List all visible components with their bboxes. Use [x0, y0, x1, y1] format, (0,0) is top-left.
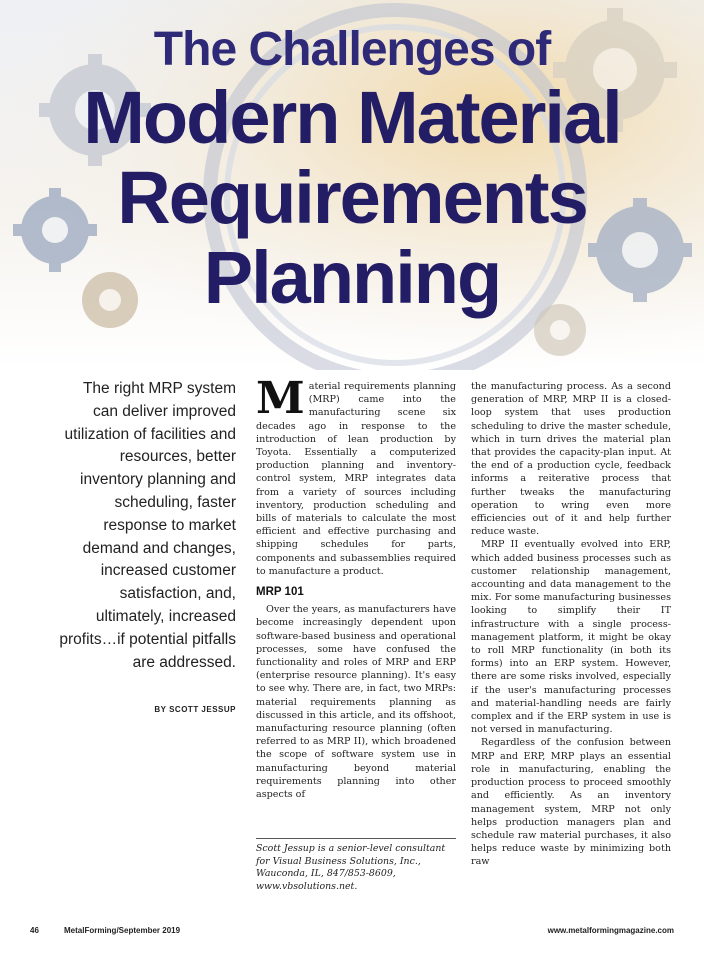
byline: BY SCOTT JESSUP: [154, 705, 236, 714]
paragraph-text: aterial requirements planning (MRP) came into the manufacturing scene six decades ago in response to the introduction of lean production by Toyota. Essentially a computerized production planning and inventory-control system, MRP integrates data from a variety of sources including inventory, production scheduling and bills of materials to calculate the most efficient and effective purchasing and shipping schedules for parts, components and subassemblies required to manufacture a product.: [256, 381, 456, 577]
publication-issue: MetalForming/September 2019: [64, 926, 181, 935]
paragraph: the manufacturing process. As a second generation of MRP, MRP II is a closed-loop system that uses production scheduling to drive the master schedule, which in turn drives the material plan that provides the capacity-plan input. At the end of a production cycle, feedback informs a reiterative process that further tweaks the manufacturing operation to wring even more efficiencies out of it and help further reduce waste.: [471, 381, 671, 538]
paragraph: [256, 373, 456, 578]
title-line-1: The Challenges of: [153, 23, 551, 76]
title-line-2: Modern Material: [83, 76, 621, 159]
author-bio: Scott Jessup is a senior-level consultant for Visual Business Solutions, Inc., Wauconda, IL, 847/853-8609, www.vbsolutions.net.: [256, 838, 456, 893]
article-title: [0, 22, 704, 318]
page-footer: [30, 926, 674, 940]
paragraph: Regardless of the confusion between MRP and ERP, MRP plays an essential role in manufacturing, enabling the production process to proceed smoothly and efficiently. As an inventory management system, MRP not only helps production managers plan and schedule raw material purchases, it also helps reduce waste by minimizing both raw: [471, 737, 671, 868]
article-column-right: [471, 380, 671, 869]
article-column-middle: [256, 373, 456, 801]
drop-cap: M: [256, 373, 305, 424]
title-line-3: Requirements: [117, 156, 587, 239]
article-deck: The right MRP system can deliver improved utilization of facilities and resources, better inventory planning and scheduling, faster response to market demand and changes, increased customer satisfaction, and, ultimately, increased profits…if potential pitfalls are addressed.: [59, 380, 236, 671]
paragraph: Over the years, as manufacturers have become increasingly dependent upon software-based business and operational processes, some have confused the functionality and roles of MRP and ERP (enterprise resource planning). It's easy to see why. There are, in fact, two MRPs: material requirements planning as discussed in this article, and its offshoot, manufacturing resource planning (often referred to as MRP II), which broadened the scope of software system use in manufacturing beyond material requirements planning into other aspects of: [256, 604, 456, 801]
paragraph: MRP II eventually evolved into ERP, which added business processes such as customer relationship management, accounting and data management to the mix. For some manufacturing businesses looking to simplify their IT infrastructure with a single process-management platform, it might be okay to roll MRP functionality (in both its forms) into an ERP system. However, there are some risks involved, especially if the user's manufacturing processes and material-handling needs are fairly complex and if the ERP system in use is not versed in manufacturing.: [471, 539, 671, 736]
section-subhead: MRP 101: [256, 586, 304, 599]
title-line-4: Planning: [203, 236, 501, 319]
page-number: 46: [30, 926, 39, 935]
magazine-url: www.metalformingmagazine.com: [547, 926, 674, 935]
